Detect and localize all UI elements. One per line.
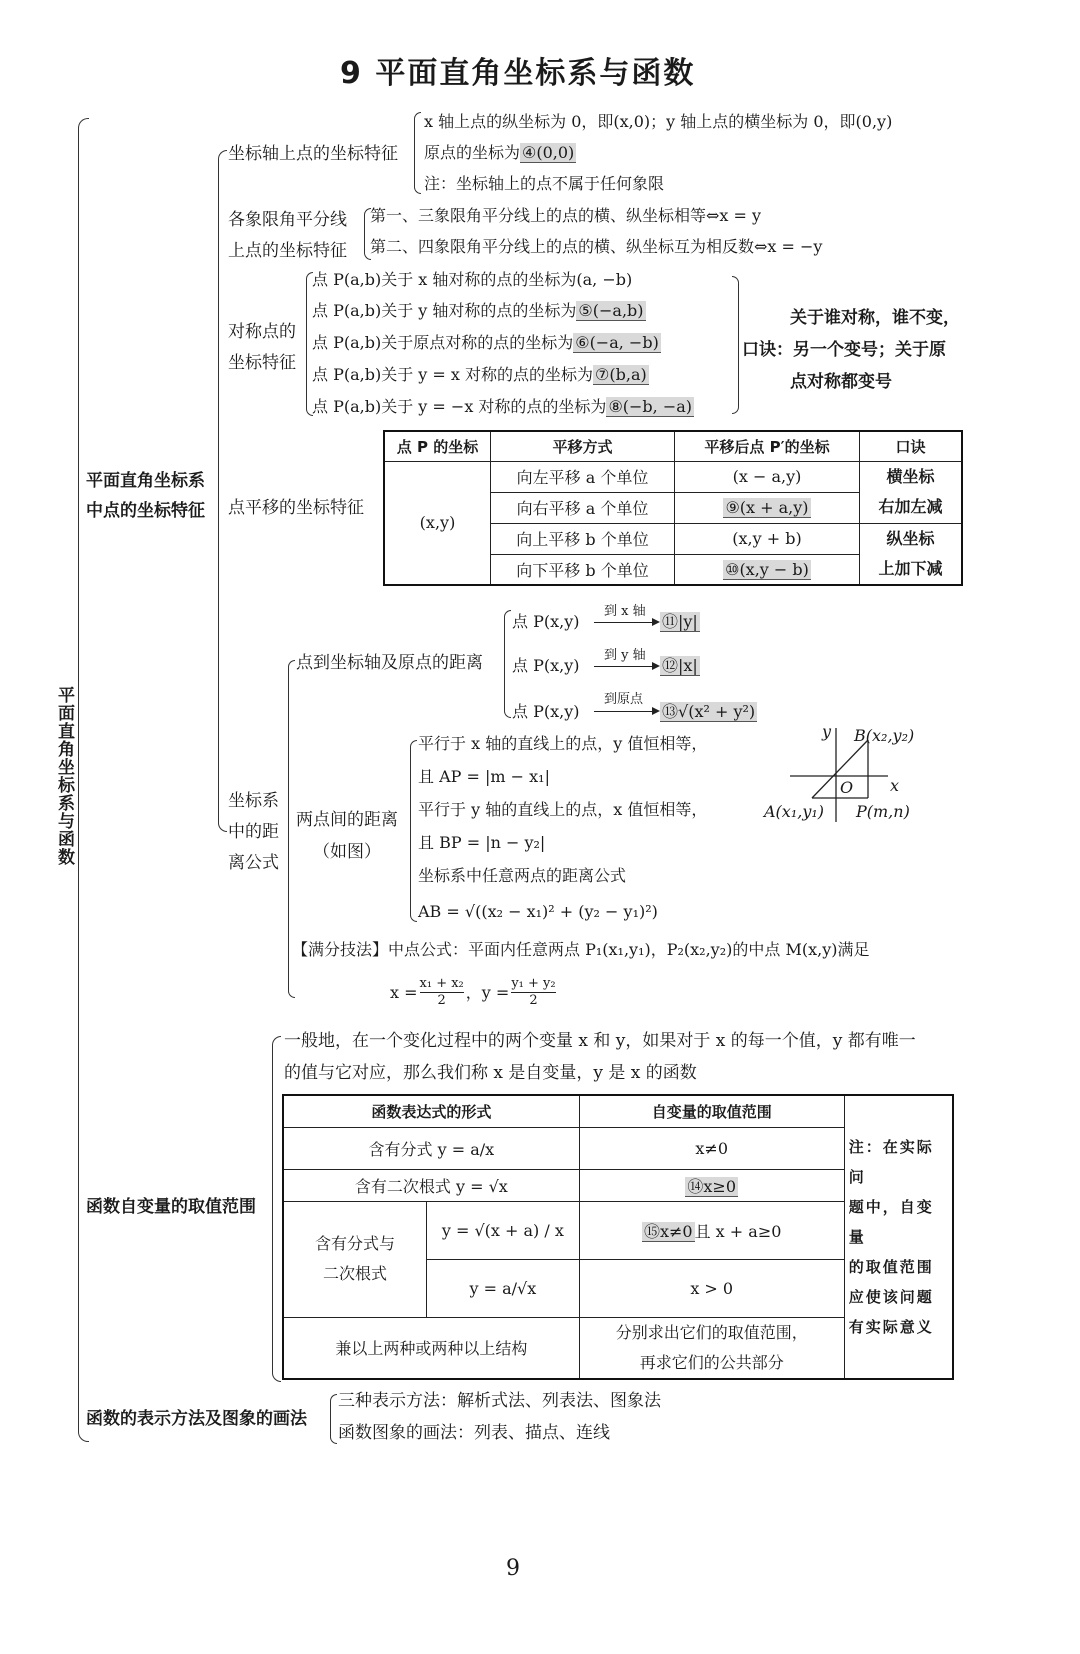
features-brace [218,150,227,832]
translation-mode-3: 向下平移 b 个单位 [491,554,675,585]
midpoint-y-num: y₁ + y₂ [511,976,556,991]
symmetry-line-2: 点 P(a,b)关于原点对称的点的坐标为 ⑥(−a, −b) [312,333,659,352]
axis-line1: x 轴上点的纵坐标为 0，即(x,0)；y 轴上点的横坐标为 0，即(0,y) [424,112,893,131]
two-points-brace [410,740,417,922]
domain-table [282,1094,954,1380]
axis-distance-ans-0: ⑪|y| [662,612,698,631]
axis-distance-over-0: 到 x 轴 [604,604,646,619]
domain-intro-l1: 一般地，在一个变化过程中的两个变量 x 和 y，如果对于 x 的每一个值，y 都有唯一 [284,1031,916,1051]
domain-r3-group: 含有分式与 二次根式 [283,1201,427,1317]
two-points-line-2: 平行于 y 轴的直线上的点，x 值恒相等， [418,800,708,819]
symmetry-line-1: 点 P(a,b)关于 y 轴对称的点的坐标为 ⑤(−a,b) [312,301,644,320]
bisector-line1: 第一、三象限角平分线上的点的横、纵坐标相等⇔x = y [370,206,762,225]
fig-label-b: B(x₂,y₂) [854,726,915,745]
symmetry-label: 对称点的 坐标特征 [228,322,296,373]
representation-label: 函数的表示方法及图象的画法 [86,1409,307,1429]
two-points-line-5: AB = √((x₂ − x₁)² + (y₂ − y₁)²) [418,902,658,921]
domain-r4-form: 兼以上两种或两种以上结构 [283,1317,579,1379]
axis-line3: 注：坐标轴上的点不属于任何象限 [424,174,665,193]
two-points-label: 两点间的距离 （如图） [296,810,398,862]
axis-distance-over-1: 到 y 轴 [604,648,646,663]
midpoint-tip: 【满分技法】中点公式：平面内任意两点 P₁(x₁,y₁)，P₂(x₂,y₂)的中点 M(x,y)满足 [292,940,870,959]
translation-table [383,430,963,586]
midpoint-formula: x = $\frac{\text{x₁ + x₂}}{2}$ ，y = $\frac{\text{y₁ + y₂}}{2}$ [390,976,556,1008]
domain-r3b-range: x > 0 [579,1259,844,1317]
symmetry-line-3: 点 P(a,b)关于 y = x 对称的点的坐标为 ⑦(b,a) [312,365,647,384]
axis-label: 坐标轴上点的坐标特征 [228,144,398,164]
translation-rhyme-2: 纵坐标 上加下减 [860,523,963,585]
fig-label-y: y [822,722,832,741]
two-points-line-4: 坐标系中任意两点的距离公式 [418,866,627,885]
translation-header-result: 平移后点 P′的坐标 [675,431,860,461]
axis-brace [414,112,421,194]
midpoint-x-den: 2 [437,993,446,1008]
domain-note: 注：在实际问 题中，自变量 的取值范围 应使该问题 有实际意义 [844,1095,953,1379]
bisector-label: 各象限角平分线 上点的坐标特征 [228,210,347,261]
symmetry-rbrace [732,276,739,414]
translation-result-2: (x,y + b) [675,523,860,554]
axis-distance-label: 点到坐标轴及原点的距离 [296,653,483,673]
root-brace [78,118,89,1442]
translation-mode-0: 向左平移 a 个单位 [491,461,675,492]
domain-intro-l2: 的值与它对应，那么我们称 x 是自变量，y 是 x 的函数 [284,1063,697,1083]
two-points-line-0: 平行于 x 轴的直线上的点，y 值恒相等， [418,734,708,753]
domain-header-form: 函数表达式的形式 [283,1095,579,1127]
translation-result-3: ⑩(x,y − b) [675,554,860,585]
axis-distance-ans-2: ⑬√(x² + y²) [662,702,756,721]
translation-label: 点平移的坐标特征 [228,498,364,518]
translation-header-mode: 平移方式 [491,431,675,461]
symmetry-tip: 关于谁对称，谁不变， 口诀：另一个变号；关于原 点对称都变号 [742,308,960,392]
translation-mode-2: 向上平移 b 个单位 [491,523,675,554]
distance-label: 坐标系 中的距 离公式 [228,791,279,873]
axis-distance-over-2: 到原点 [604,692,644,707]
symmetry-line-4: 点 P(a,b)关于 y = −x 对称的点的坐标为 ⑧(−b, −a) [312,397,693,416]
domain-r2-form: 含有二次根式 y = √x [283,1169,579,1201]
domain-label: 函数自变量的取值范围 [86,1197,256,1217]
translation-rhyme-1: 横坐标 右加左减 [860,461,963,523]
translation-header-rhyme: 口诀 [860,431,963,461]
domain-r3a-form: y = √(x + a) / x [427,1201,580,1259]
representation-line2: 函数图象的画法：列表、描点、连线 [338,1423,610,1443]
domain-r2-range: ⑭x≥0 [579,1169,844,1201]
axis-distance-brace [504,610,511,718]
domain-r1-range: x≠0 [579,1127,844,1169]
arrow-1 [594,666,658,667]
domain-r4-range: 分别求出它们的取值范围， 再求它们的公共部分 [579,1317,844,1379]
features-label: 平面直角坐标系 中点的坐标特征 [86,471,205,521]
fig-label-a: A(x₁,y₁) [764,802,825,821]
fig-label-x: x [890,776,900,795]
domain-r1-form: 含有分式 y = a/x [283,1127,579,1169]
axis-distance-item-1: 点 P(x,y) [512,656,580,675]
arrow-0 [594,622,658,623]
translation-result-0: (x − a,y) [675,461,860,492]
bisector-line2: 第二、四象限角平分线上的点的横、纵坐标互为相反数⇔x = −y [370,237,823,256]
symmetry-line-0: 点 P(a,b)关于 x 轴对称的点的坐标为(a, −b) [312,270,633,289]
page-title: 9 平面直角坐标系与函数 [340,56,696,91]
translation-header-point: 点 P 的坐标 [384,431,491,461]
two-points-line-1: 且 AP = |m − x₁| [418,767,550,786]
page-number: 9 [506,1556,520,1581]
axis-distance-ans-1: ⑫|x| [662,656,698,675]
midpoint-y-den: 2 [529,993,538,1008]
representation-line1: 三种表示方法：解析式法、列表法、图象法 [338,1391,661,1411]
translation-point: (x,y) [384,461,491,585]
two-points-line-3: 且 BP = |n − y₂| [418,833,546,852]
root-label: 平面直角坐标系与函数 [54,686,74,866]
translation-result-1: ⑨(x + a,y) [675,492,860,523]
axis-distance-item-0: 点 P(x,y) [512,612,580,631]
arrow-2 [594,711,658,712]
axis-distance-item-2: 点 P(x,y) [512,702,580,721]
translation-mode-1: 向右平移 a 个单位 [491,492,675,523]
representation-brace [330,1394,337,1444]
fig-label-p: P(m,n) [856,802,910,821]
domain-header-range: 自变量的取值范围 [579,1095,844,1127]
axis-line2: 原点的坐标为 ④(0,0) [424,143,575,162]
fig-label-o: O [840,778,854,797]
domain-r3a-range: ⑮x≠0 且 x + a≥0 [579,1201,844,1259]
midpoint-x-num: x₁ + x₂ [419,976,464,991]
domain-r3b-form: y = a/√x [427,1259,580,1317]
domain-brace [272,1036,281,1382]
